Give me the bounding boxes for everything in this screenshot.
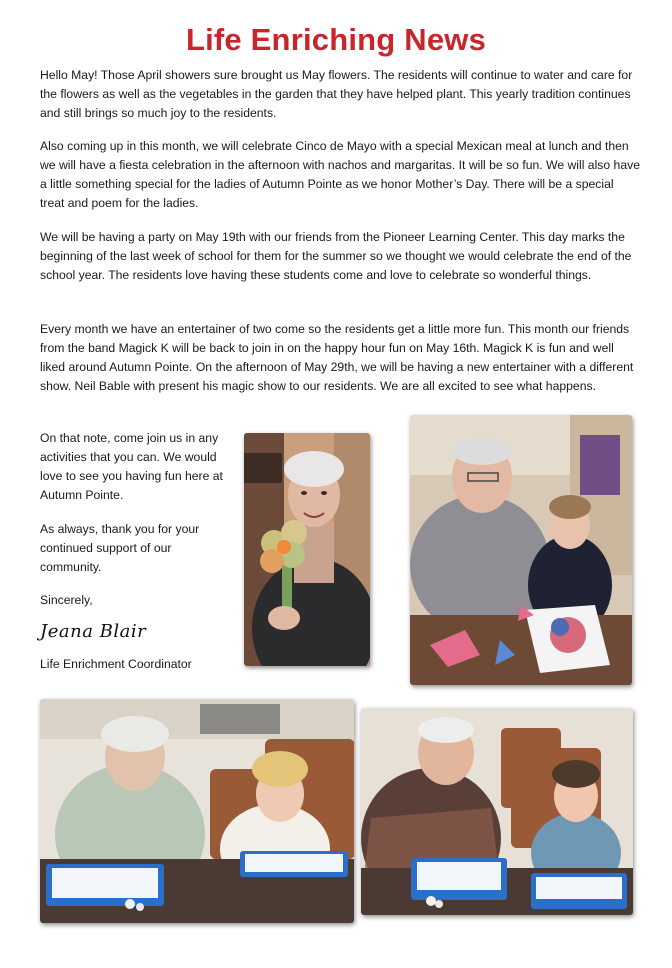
paragraph-cinco-de-mayo: Also coming up in this month, we will celebrate Cinco de Mayo with a special Mexican meal at lunch and then we will have a fiesta celebration in the afternoon with nachos and margaritas. It will be so fun. We will also have a little something special for the ladies of Autumn Pointe as we honor Mother’s Day. There will be a special treat and poem for the ladies. [40, 139, 640, 210]
sign-off: Sincerely, [40, 593, 93, 607]
paragraph-thank-you: As always, thank you for your continued support of our community. [40, 522, 200, 574]
photo-bingo-resident-girl [40, 699, 354, 923]
paragraph-may-flowers: Hello May! Those April showers sure brought us May flowers. The residents will continue to water and care for the flowers as well as the vegetables in the garden that they have helped plant. This yearly tradition continues and still brings so much joy to the residents. [40, 68, 633, 120]
signature: Jeana Blair [40, 621, 147, 642]
photo-resident-flower-craft [244, 433, 370, 666]
paragraph-entertainers: Every month we have an entertainer of two come so the residents get a little more fun. This month our friends from the band Magick K will be back to join in on the happy hour fun on May 16th. Magick K is fun and well liked around Autumn Pointe. On the afternoon of May 29th, we will be having a new entertainer with a different show. Neil Bable with present his magic show to our residents. We are all excited to see what happens. [40, 322, 634, 393]
photo-bingo-resident-boy [361, 708, 633, 915]
paragraph-join-us: On that note, come join us in any activities that you can. We would love to see you having fun here at Autumn Pointe. [40, 431, 223, 502]
paragraph-pioneer-party: We will be having a party on May 19th with our friends from the Pioneer Learning Center. This day marks the beginning of the last week of school for them for the summer so we thought we would celebrate the end of the school year. The residents love having these students come and love to celebrate so wonderful things. [40, 230, 632, 282]
signer-title: Life Enrichment Coordinator [40, 657, 192, 671]
photo-craft-table [410, 415, 632, 685]
newsletter-title: Life Enriching News [185, 22, 487, 57]
